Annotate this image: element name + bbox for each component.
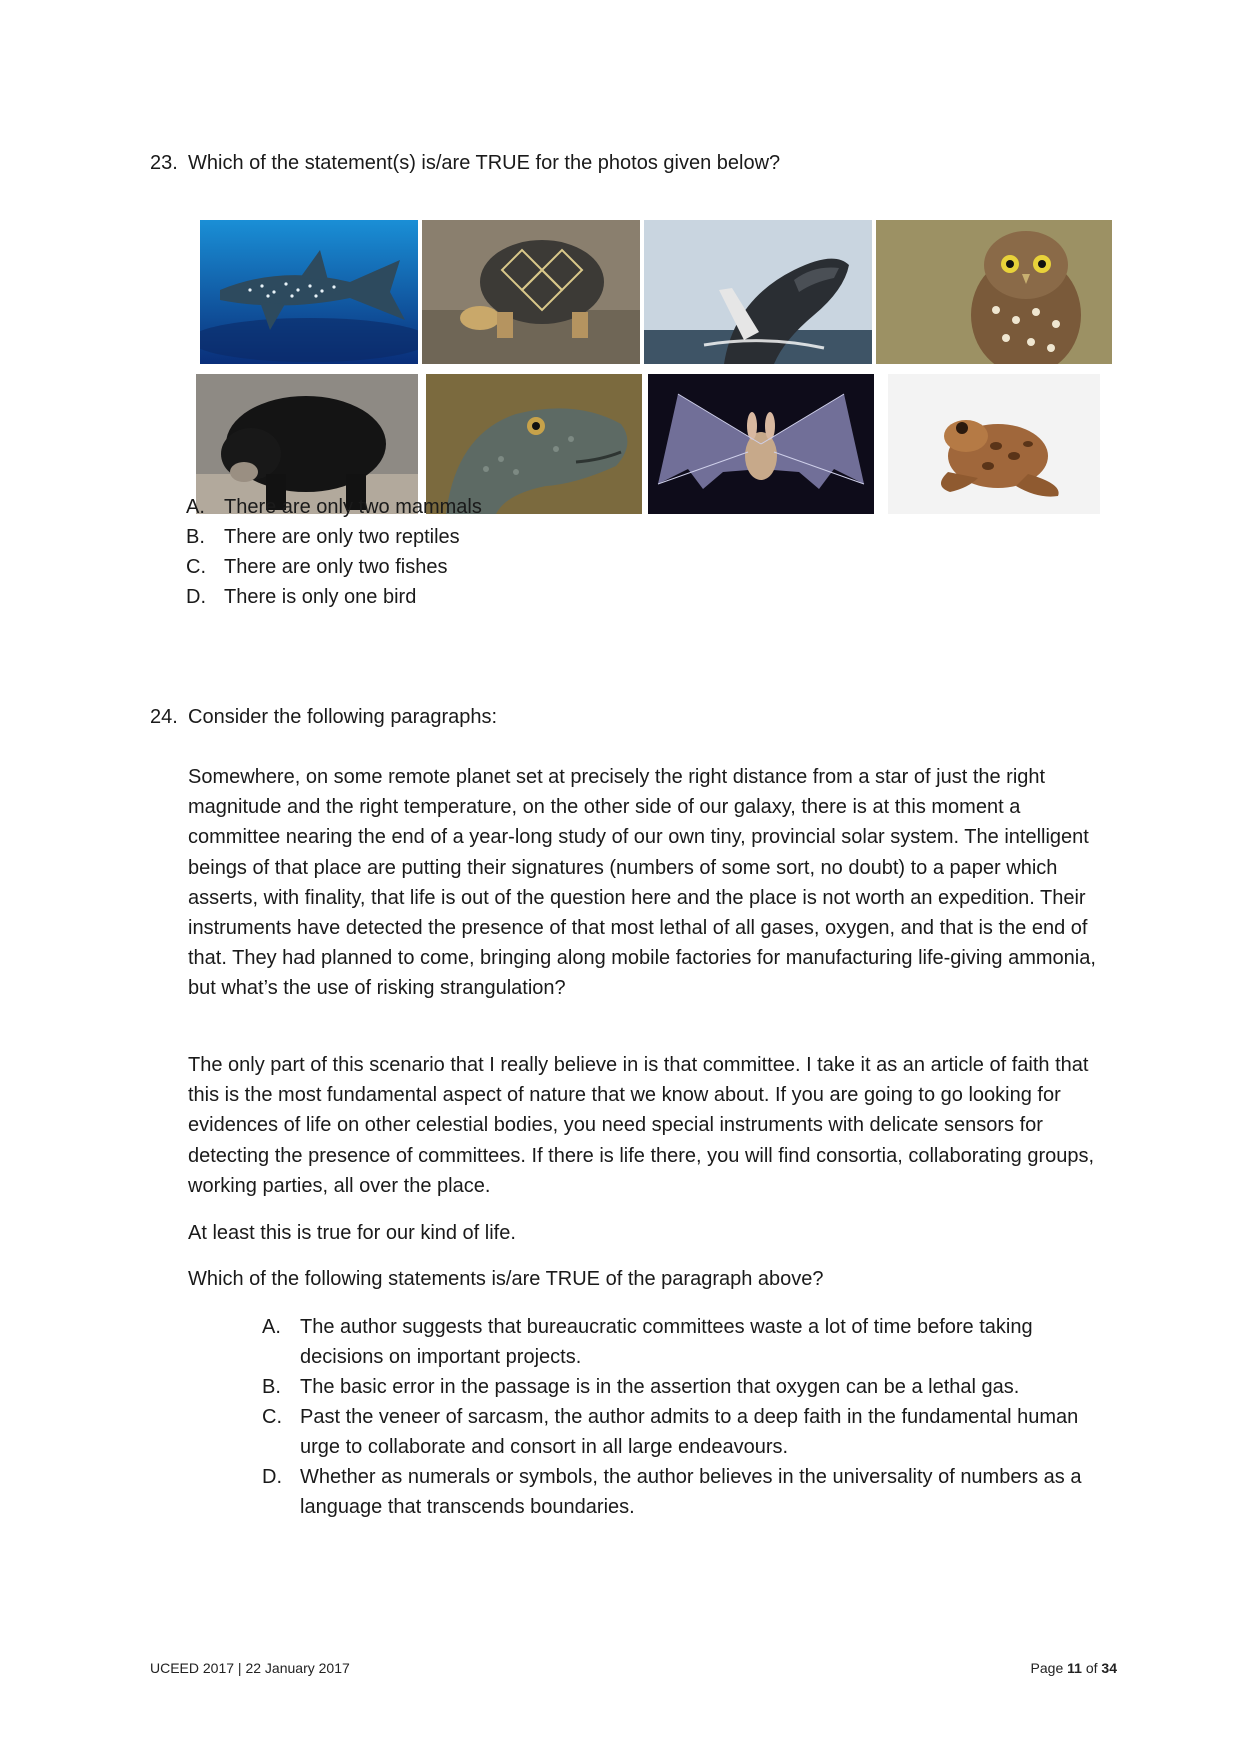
footer-page-number — [1031, 1660, 1117, 1676]
question-23 — [0, 148, 1241, 178]
paragraph-text: The only part of this scenario that I really believe in is that committee. I take it as an article of faith that this is the most fundamental aspect of nature that we know about. If you are going to go looking for evidences of life on other celestial bodies, you need special instruments with delicate sensors for detecting the presence of committees. If there is life there, you will find consortia, collaborating groups, working parties, all over the place. — [188, 1054, 1095, 1197]
question-24 — [0, 702, 1241, 732]
whale-shark-photo — [200, 220, 418, 364]
page-prefix: Page — [1030, 1660, 1064, 1676]
q23-option-a[interactable] — [186, 492, 686, 522]
option-letter: B. — [186, 526, 205, 548]
option-text: The author suggests that bureaucratic committees waste a lot of time before taking decisions on important projects. — [300, 1316, 1033, 1368]
q24-option-b[interactable] — [262, 1372, 1102, 1402]
question-number: 24. — [150, 706, 178, 728]
paragraph-text: Somewhere, on some remote planet set at precisely the right distance from a star of just the right magnitude and the right temperature, on the other side of our galaxy, there is at this moment a committee nearing the end of a year-long study of our own tiny, provincial solar system. The intelligent beings of that place are putting their signatures (numbers of some sort, no doubt) to a paper which asserts, with finality, that life is out of the question here and the place is not worth an expedition. Their instruments have detected the presence of that most lethal of all gases, oxygen, and that is the end of that. They had planned to come, bringing along mobile factories for manufacturing life-giving ammonia, but what’s the use of risking strangulation? — [188, 766, 1096, 1000]
q24-option-c[interactable] — [262, 1402, 1102, 1462]
option-letter: C. — [186, 556, 206, 578]
option-text: The basic error in the passage is in the assertion that oxygen can be a lethal gas. — [300, 1376, 1020, 1398]
question-prompt — [188, 1264, 1098, 1294]
option-letter: A. — [186, 496, 205, 518]
photo-grid — [196, 218, 1132, 518]
option-text: There is only one bird — [224, 586, 417, 608]
option-text: There are only two mammals — [224, 496, 482, 518]
option-letter: C. — [262, 1406, 282, 1428]
option-text: There are only two reptiles — [224, 526, 460, 548]
q24-options — [262, 1312, 1102, 1522]
passage-paragraph-3 — [188, 1218, 1098, 1248]
passage-paragraph-1 — [188, 762, 1098, 1004]
question-number: 23. — [150, 152, 178, 174]
tortoise-photo — [422, 220, 640, 364]
page-total: 34 — [1101, 1660, 1117, 1676]
q23-option-d[interactable] — [186, 582, 686, 612]
footer-exam-info: UCEED 2017 | 22 January 2017 — [150, 1660, 350, 1676]
q23-option-b[interactable] — [186, 522, 686, 552]
footer-left — [150, 1660, 350, 1676]
passage-paragraph-2 — [188, 1050, 1098, 1201]
option-letter: D. — [186, 586, 206, 608]
question-text: Consider the following paragraphs: — [188, 706, 498, 728]
option-text: Whether as numerals or symbols, the author believes in the universality of numbers as a language that transcends boundaries. — [300, 1466, 1082, 1518]
option-letter: D. — [262, 1466, 282, 1488]
option-text: Past the veneer of sarcasm, the author admits to a deep faith in the fundamental human urge to collaborate and consort in all large endeavours. — [300, 1406, 1079, 1458]
option-text: There are only two fishes — [224, 556, 448, 578]
question-text: Which of the statement(s) is/are TRUE for the photos given below? — [188, 152, 781, 174]
humpback-whale-photo — [644, 220, 872, 364]
q24-option-a[interactable] — [262, 1312, 1102, 1372]
option-letter: A. — [262, 1316, 281, 1338]
page-current: 11 — [1067, 1660, 1082, 1676]
q24-option-d[interactable] — [262, 1462, 1102, 1522]
page-of: of — [1085, 1660, 1098, 1676]
q23-option-c[interactable] — [186, 552, 686, 582]
option-letter: B. — [262, 1376, 281, 1398]
paragraph-text: At least this is true for our kind of life. — [188, 1222, 516, 1244]
prompt-text: Which of the following statements is/are TRUE of the paragraph above? — [188, 1268, 824, 1290]
owl-photo — [876, 220, 1112, 364]
frog-photo — [888, 374, 1100, 514]
